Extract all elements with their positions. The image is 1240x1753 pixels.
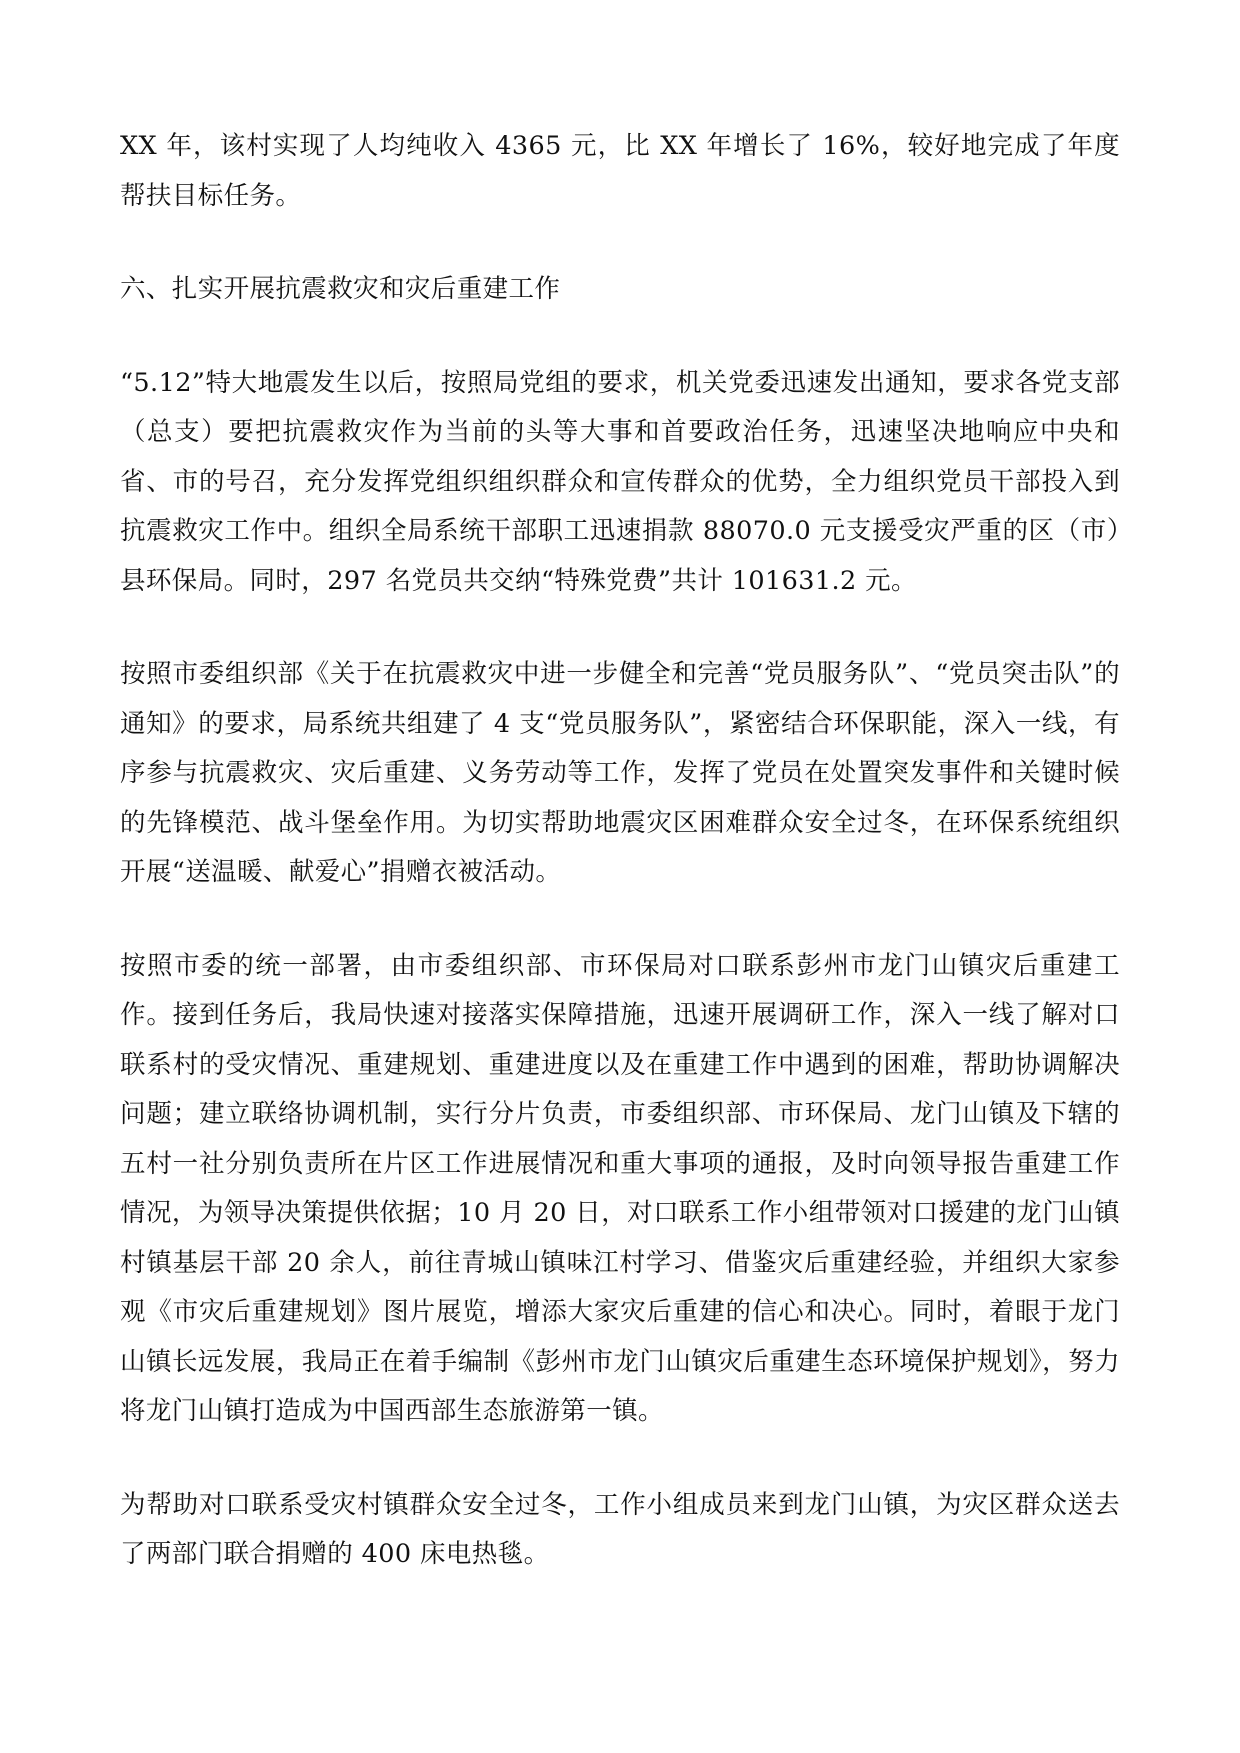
- section-heading: 六、扎实开展抗震救灾和灾后重建工作: [120, 274, 561, 304]
- paragraph-earthquake-response: “5.12”特大地震发生以后，按照局党组的要求，机关党委迅速发出通知，要求各党支部（总支）要把抗震救灾作为当前的头等大事和首要政治任务，迅速坚决地响应中央和省、市的号召，充分发挥党组织组织群众和宣传群众的优势，全力组织党员干部投入到抗震救灾工作中。组织全局系统干部职工迅速捐款 88070.0 元支援受灾严重的区（市）县环保局。同时，297 名党员共交纳“特殊党费”共计 101631.2 元。: [120, 367, 1120, 596]
- paragraph-service-teams: 按照市委组织部《关于在抗震救灾中进一步健全和完善“党员服务队”、“党员突击队”的通知》的要求，局系统共组建了 4 支“党员服务队”，紧密结合环保职能，深入一线，有序参与抗震救灾、灾后重建、义务劳动等工作，发挥了党员在处置突发事件和关键时候的先锋模范、战斗堡垒作用。为切实帮助地震灾区困难群众安全过冬，在环保系统组织开展“送温暖、献爱心”捐赠衣被活动。: [120, 659, 1120, 887]
- paragraph-income-summary: XX 年，该村实现了人均纯收入 4365 元，比 XX 年增长了 16%，较好地完成了年度帮扶目标任务。: [120, 131, 1120, 211]
- document-body: [120, 122, 1120, 1624]
- paragraph-reconstruction: 按照市委的统一部署，由市委组织部、市环保局对口联系彭州市龙门山镇灾后重建工作。接到任务后，我局快速对接落实保障措施，迅速开展调研工作，深入一线了解对口联系村的受灾情况、重建规划、重建进度以及在重建工作中遇到的困难，帮助协调解决问题；建立联络协调机制，实行分片负责，市委组织部、市环保局、龙门山镇及下辖的五村一社分别负责所在片区工作进展情况和重大事项的通报，及时向领导报告重建工作情况，为领导决策提供依据；10 月 20 日，对口联系工作小组带领对口援建的龙门山镇村镇基层干部 20 余人，前往青城山镇味江村学习、借鉴灾后重建经验，并组织大家参观《市灾后重建规划》图片展览，增添大家灾后重建的信心和决心。同时，着眼于龙门山镇长远发展，我局正在着手编制《彭州市龙门山镇灾后重建生态环境保护规划》，努力将龙门山镇打造成为中国西部生态旅游第一镇。: [120, 950, 1120, 1426]
- paragraph-winter-aid: 为帮助对口联系受灾村镇群众安全过冬，工作小组成员来到龙门山镇，为灾区群众送去了两部门联合捐赠的 400 床电热毯。: [120, 1489, 1120, 1569]
